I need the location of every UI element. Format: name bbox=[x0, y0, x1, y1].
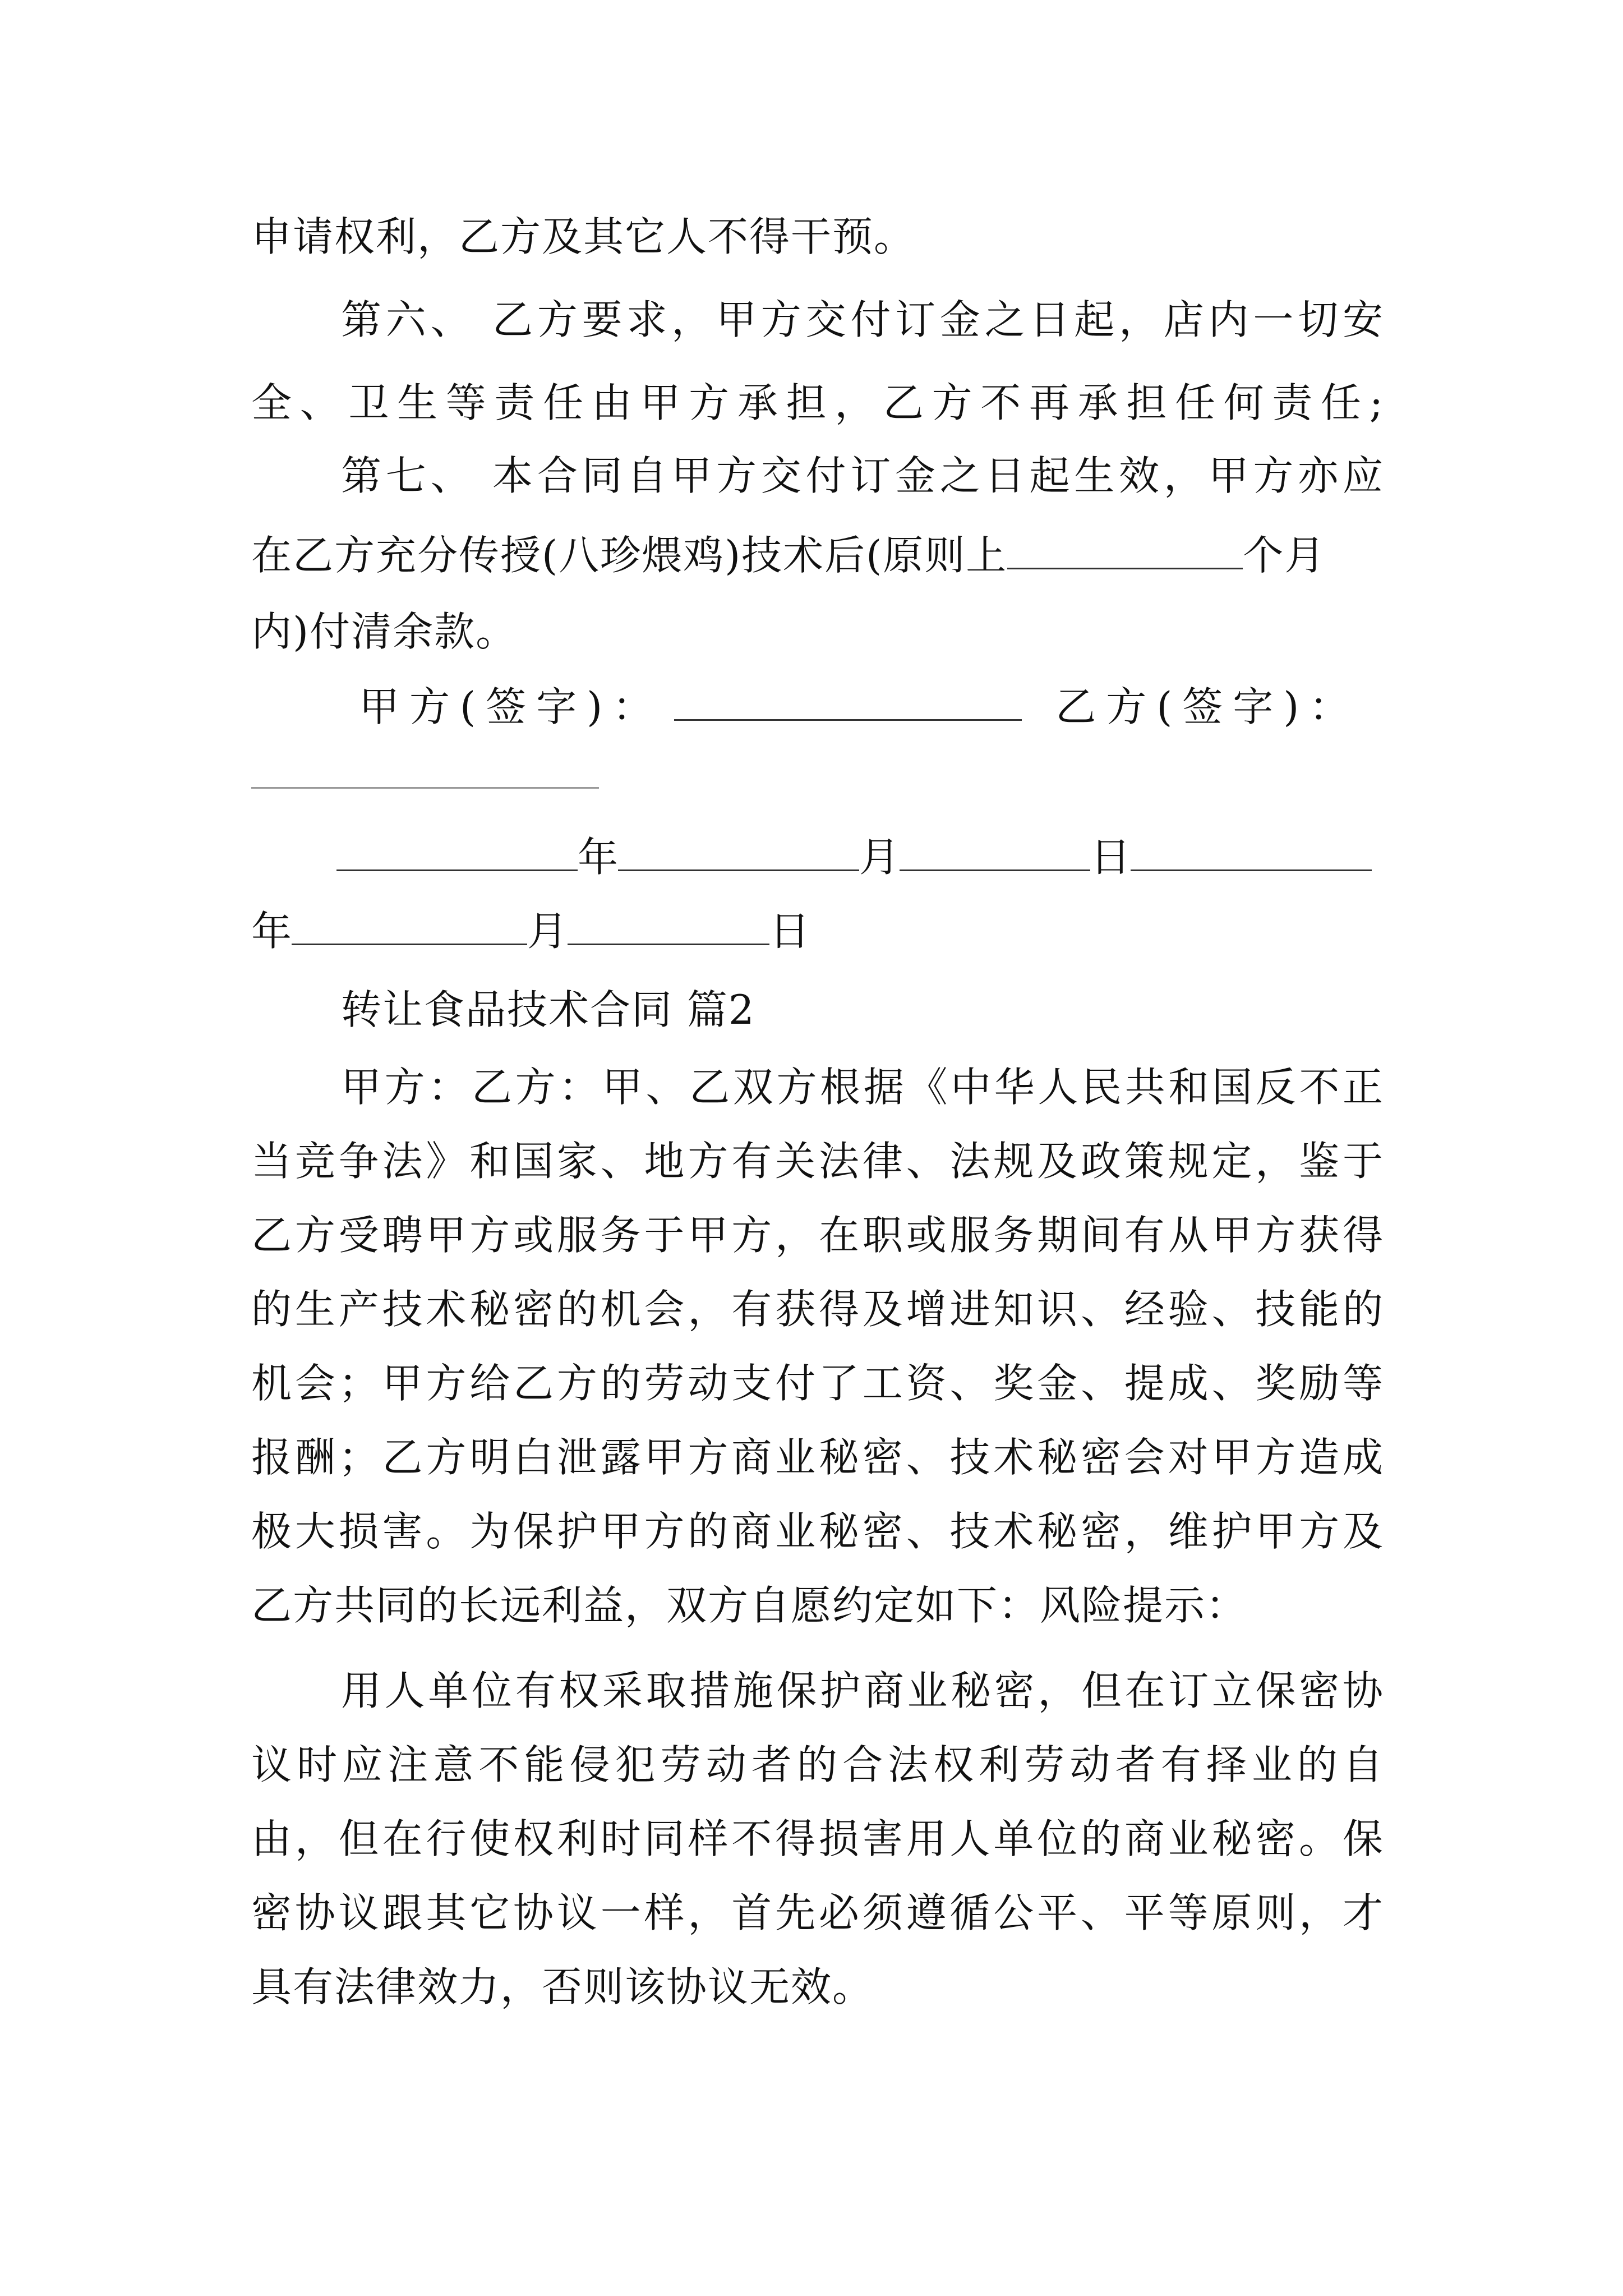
months-label: 个月 bbox=[1243, 532, 1326, 579]
risk-note-line: 密协议跟其它协议一样，首先必须遵循公平、平等原则，才 bbox=[251, 1889, 1384, 1936]
risk-note-line: 由，但在行使权利时同样不得损害用人单位的商业秘密。保 bbox=[251, 1815, 1384, 1862]
paragraph-line: 极大损害。为保护甲方的商业秘密、技术秘密，维护甲方及 bbox=[251, 1508, 1384, 1555]
day-blank-2 bbox=[568, 904, 769, 945]
paragraph-line: 当竞争法》和国家、地方有关法律、法规及政策规定，鉴于 bbox=[251, 1138, 1384, 1185]
month-label: 月 bbox=[859, 834, 900, 881]
year-label: 年 bbox=[578, 834, 619, 881]
date-row-party-a bbox=[336, 829, 1372, 885]
day-label: 日 bbox=[1090, 834, 1131, 881]
party-a-signature-blank bbox=[674, 680, 1022, 721]
date-row-party-b bbox=[251, 903, 810, 959]
party-b-signature-label: 乙方(签字)： bbox=[1055, 683, 1360, 730]
clause-seven-text: 在乙方充分传授(八珍煨鸡)技术后(原则上 bbox=[251, 532, 1008, 579]
paragraph-line: 报酬；乙方明白泄露甲方商业秘密、技术秘密会对甲方造成 bbox=[251, 1434, 1384, 1481]
paragraph-line: 机会；甲方给乙方的劳动支付了工资、奖金、提成、奖励等 bbox=[251, 1360, 1384, 1407]
month-label-2: 月 bbox=[527, 908, 568, 955]
section-title: 转让食品技术合同 篇2 bbox=[341, 986, 755, 1033]
text-line: 申请权利，乙方及其它人不得干预。 bbox=[251, 213, 916, 260]
risk-note-line: 具有法律效力，否则该协议无效。 bbox=[251, 1963, 874, 2010]
paragraph-line: 乙方受聘甲方或服务于甲方，在职或服务期间有从甲方获得 bbox=[251, 1212, 1384, 1259]
year-blank bbox=[336, 830, 578, 871]
paragraph-line: 的生产技术秘密的机会，有获得及增进知识、经验、技能的 bbox=[251, 1286, 1384, 1333]
risk-note-line: 议时应注意不能侵犯劳动者的合法权利劳动者有择业的自 bbox=[251, 1741, 1384, 1788]
clause-seven-line-1: 第七、 本合同自甲方交付订金之日起生效，甲方亦应 bbox=[341, 452, 1384, 499]
year-label-2: 年 bbox=[251, 908, 292, 955]
paragraph-line: 甲方：乙方：甲、乙双方根据《中华人民共和国反不正 bbox=[341, 1064, 1384, 1111]
paragraph-line: 乙方共同的长远利益，双方自愿约定如下：风险提示： bbox=[251, 1582, 1248, 1629]
clause-six-line-2: 全、卫生等责任由甲方承担，乙方不再承担任何责任; bbox=[251, 379, 1384, 426]
signature-row bbox=[359, 679, 1384, 735]
risk-note-line: 用人单位有权采取措施保护商业秘密，但在订立保密协 bbox=[341, 1667, 1384, 1714]
day-label-2: 日 bbox=[769, 908, 810, 955]
clause-seven-line-3: 内)付清余款。 bbox=[251, 608, 518, 655]
clause-six-line-1: 第六、 乙方要求，甲方交付订金之日起，店内一切安 bbox=[341, 296, 1384, 343]
month-blank-2 bbox=[292, 904, 527, 945]
party-a-signature-label: 甲方(签字)： bbox=[359, 683, 663, 730]
month-blank bbox=[618, 830, 859, 871]
months-blank bbox=[1007, 528, 1243, 569]
year-blank-2 bbox=[1131, 830, 1372, 871]
clause-seven-line-2 bbox=[251, 527, 1384, 583]
day-blank bbox=[900, 830, 1090, 871]
party-b-signature-blank bbox=[251, 785, 599, 789]
